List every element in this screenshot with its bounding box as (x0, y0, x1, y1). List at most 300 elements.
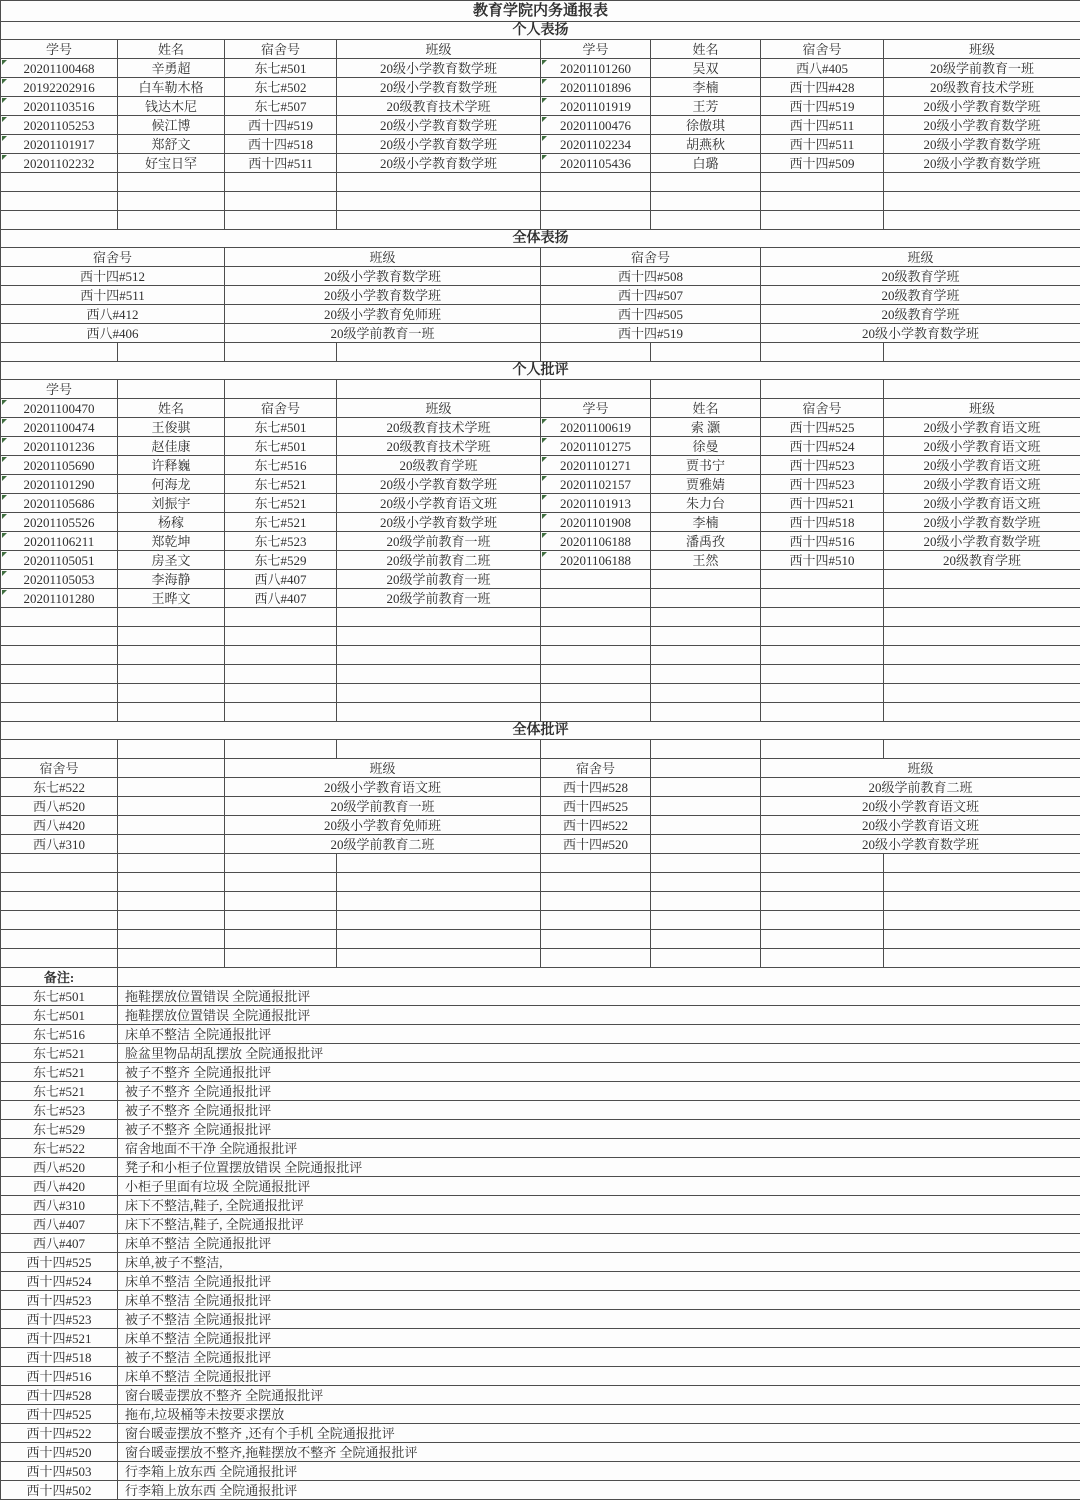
dorm-cell: 东七#522 (1, 1139, 118, 1158)
dorm-cell: 西十四#523 (761, 475, 884, 494)
dorm-cell: 西十四#523 (1, 1291, 118, 1310)
empty-cell (541, 173, 651, 192)
column-header: 宿舍号 (1, 248, 225, 267)
dorm-cell: 西十四#428 (761, 78, 884, 97)
column-header: 班级 (337, 40, 541, 59)
name-cell: 白璐 (651, 154, 761, 173)
empty-cell (541, 892, 651, 911)
student-id-cell: 20201101919 (541, 97, 651, 116)
empty-cell (337, 892, 541, 911)
table-row (1, 778, 1080, 797)
name-cell: 钱达木尼 (118, 97, 225, 116)
empty-cell (337, 740, 541, 759)
empty-cell (651, 778, 761, 797)
empty-cell (1, 854, 118, 873)
remark-cell: 被子不整齐 全院通报批评 (118, 1101, 1080, 1120)
empty-row (1, 608, 1080, 627)
name-cell: 王俊骐 (118, 418, 225, 437)
empty-cell (651, 646, 761, 665)
table-row (1, 816, 1080, 835)
table-row (1, 551, 1080, 570)
name-cell: 许释巍 (118, 456, 225, 475)
remark-cell: 行李箱上放东西 全院通报批评 (118, 1462, 1080, 1481)
empty-cell (761, 949, 884, 968)
empty-cell (651, 911, 761, 930)
name-cell (651, 570, 761, 589)
column-header: 姓名 (651, 40, 761, 59)
empty-cell (761, 703, 884, 722)
dorm-cell: 西十四#520 (1, 1443, 118, 1462)
class-cell: 20级学前教育一班 (225, 324, 541, 343)
class-cell: 20级教育学班 (761, 305, 1080, 324)
empty-cell (884, 873, 1080, 892)
empty-cell (118, 911, 225, 930)
dorm-cell: 西十四#528 (1, 1386, 118, 1405)
section-row-personal-criticism (1, 362, 1080, 380)
empty-cell (225, 911, 337, 930)
empty-cell (651, 665, 761, 684)
name-cell: 房圣文 (118, 551, 225, 570)
empty-cell (884, 192, 1080, 211)
empty-cell (884, 343, 1080, 362)
empty-cell (541, 703, 651, 722)
student-id-cell: 20201100476 (541, 116, 651, 135)
empty-cell (651, 892, 761, 911)
empty-cell (651, 192, 761, 211)
empty-cell (118, 778, 225, 797)
dorm-cell: 西八#520 (1, 797, 118, 816)
empty-cell (541, 380, 651, 399)
title-row (1, 1, 1080, 22)
remark-cell: 被子不整齐 全院通报批评 (118, 1120, 1080, 1139)
empty-cell (225, 192, 337, 211)
dorm-cell: 西十四#511 (225, 154, 337, 173)
dorm-cell: 西十四#516 (761, 532, 884, 551)
student-id-cell: 20201102232 (1, 154, 118, 173)
table-row (1, 324, 1080, 343)
empty-cell (761, 740, 884, 759)
empty-cell (118, 173, 225, 192)
empty-cell (118, 949, 225, 968)
empty-row (1, 192, 1080, 211)
remark-cell: 宿舍地面不干净 全院通报批评 (118, 1139, 1080, 1158)
table-row (1, 456, 1080, 475)
empty-cell (225, 173, 337, 192)
table-row (1, 59, 1080, 78)
empty-cell (541, 911, 651, 930)
name-cell: 朱力台 (651, 494, 761, 513)
student-id-cell: 20201100619 (541, 418, 651, 437)
class-cell: 20级小学教育语文班 (884, 456, 1080, 475)
empty-row (1, 703, 1080, 722)
student-id-cell: 20201106188 (541, 551, 651, 570)
remark-cell: 床单不整洁 全院通报批评 (118, 1272, 1080, 1291)
student-id-cell: 20201101275 (541, 437, 651, 456)
class-cell: 20级学前教育一班 (337, 570, 541, 589)
empty-cell (225, 684, 337, 703)
empty-cell (761, 627, 884, 646)
class-cell: 20级学前教育一班 (884, 59, 1080, 78)
remark-row (1, 1215, 1080, 1234)
empty-cell (761, 608, 884, 627)
empty-cell (337, 380, 541, 399)
empty-cell (118, 892, 225, 911)
empty-cell (337, 684, 541, 703)
empty-cell (225, 343, 337, 362)
remark-row (1, 1139, 1080, 1158)
empty-row (1, 627, 1080, 646)
dorm-cell: 西八#310 (1, 835, 118, 854)
empty-cell (118, 665, 225, 684)
dorm-cell: 东七#516 (1, 1025, 118, 1044)
dorm-cell: 东七#521 (1, 1063, 118, 1082)
student-id-cell: 20201102157 (541, 475, 651, 494)
column-header: 学号 (541, 40, 651, 59)
empty-cell (884, 854, 1080, 873)
empty-cell (225, 854, 337, 873)
dorm-cell: 西十四#502 (1, 1481, 118, 1500)
empty-cell (651, 740, 761, 759)
personal-criticism-offset-header-row (1, 380, 1080, 399)
class-cell: 20级学前教育一班 (337, 589, 541, 608)
empty-cell (1, 192, 118, 211)
empty-cell (651, 684, 761, 703)
empty-cell (884, 949, 1080, 968)
class-cell: 20级小学教育免师班 (225, 816, 541, 835)
remark-row (1, 1082, 1080, 1101)
page-title: 教育学院内务通报表 (1, 1, 1080, 22)
column-header: 班级 (761, 759, 1080, 778)
empty-cell (118, 211, 225, 230)
class-cell: 20级小学教育语文班 (337, 494, 541, 513)
empty-cell (225, 627, 337, 646)
empty-cell (651, 703, 761, 722)
empty-cell (1, 173, 118, 192)
empty-cell (118, 816, 225, 835)
student-id-cell: 20201105436 (541, 154, 651, 173)
empty-row (1, 930, 1080, 949)
empty-cell (541, 608, 651, 627)
student-id-cell: 20201101236 (1, 437, 118, 456)
class-cell: 20级小学教育数学班 (337, 513, 541, 532)
empty-row (1, 343, 1080, 362)
remark-row (1, 1196, 1080, 1215)
class-cell (884, 570, 1080, 589)
dorm-cell: 西十四#508 (541, 267, 761, 286)
class-cell: 20级小学教育语文班 (761, 797, 1080, 816)
empty-cell (884, 930, 1080, 949)
dorm-cell: 东七#501 (1, 1006, 118, 1025)
class-cell: 20级小学教育语文班 (884, 418, 1080, 437)
empty-cell (651, 608, 761, 627)
student-id-cell: 20201106211 (1, 532, 118, 551)
empty-cell (1, 892, 118, 911)
empty-cell (541, 930, 651, 949)
empty-cell (1, 684, 118, 703)
student-id-cell: 20201101260 (541, 59, 651, 78)
empty-cell (884, 608, 1080, 627)
empty-cell (337, 173, 541, 192)
empty-cell (651, 380, 761, 399)
class-cell (884, 589, 1080, 608)
empty-cell (337, 930, 541, 949)
group-criticism-header-row (1, 759, 1080, 778)
empty-row (1, 211, 1080, 230)
dorm-cell: 西十四#519 (541, 324, 761, 343)
personal-praise-header-row (1, 40, 1080, 59)
empty-row (1, 646, 1080, 665)
remark-row (1, 1310, 1080, 1329)
dorm-cell: 西八#407 (225, 589, 337, 608)
empty-cell (1, 703, 118, 722)
empty-cell (651, 930, 761, 949)
dorm-cell: 东七#521 (225, 475, 337, 494)
empty-cell (337, 949, 541, 968)
class-cell: 20级小学教育数学班 (884, 154, 1080, 173)
remark-cell: 窗台暖壶摆放不整齐 ,还有个手机 全院通报批评 (118, 1424, 1080, 1443)
name-cell: 徐傲琪 (651, 116, 761, 135)
personal-criticism-body (1, 418, 1080, 722)
student-id-cell: 20201101271 (541, 456, 651, 475)
name-cell: 贾书宁 (651, 456, 761, 475)
name-cell: 李海静 (118, 570, 225, 589)
empty-cell (761, 646, 884, 665)
empty-cell (337, 911, 541, 930)
remark-row (1, 1158, 1080, 1177)
empty-cell (884, 380, 1080, 399)
class-cell: 20级小学教育数学班 (337, 78, 541, 97)
dorm-cell: 东七#521 (1, 1044, 118, 1063)
empty-cell (225, 380, 337, 399)
name-cell: 索 灏 (651, 418, 761, 437)
dorm-cell: 西十四#511 (761, 116, 884, 135)
empty-cell (651, 759, 761, 778)
student-id-cell: 20201101280 (1, 589, 118, 608)
empty-cell (118, 703, 225, 722)
section-row-personal-praise (1, 22, 1080, 40)
empty-cell (337, 343, 541, 362)
name-cell: 王晔文 (118, 589, 225, 608)
dorm-cell: 西十四#521 (1, 1329, 118, 1348)
student-id-cell: 20201101896 (541, 78, 651, 97)
empty-cell (118, 627, 225, 646)
remark-row (1, 1424, 1080, 1443)
class-cell: 20级小学教育数学班 (884, 97, 1080, 116)
dorm-cell: 东七#501 (225, 59, 337, 78)
remark-row (1, 1101, 1080, 1120)
remark-cell: 床单不整洁 全院通报批评 (118, 1291, 1080, 1310)
dorm-cell: 东七#516 (225, 456, 337, 475)
empty-cell (884, 173, 1080, 192)
empty-row (1, 740, 1080, 759)
name-cell: 贾雅婧 (651, 475, 761, 494)
name-cell: 李楠 (651, 513, 761, 532)
remark-cell: 拖布,垃圾桶等未按要求摆放 (118, 1405, 1080, 1424)
column-header: 班级 (225, 248, 541, 267)
remark-cell: 床单,被子不整洁, (118, 1253, 1080, 1272)
dorm-cell: 西十四#525 (1, 1253, 118, 1272)
empty-cell (651, 173, 761, 192)
class-cell: 20级教育技术学班 (884, 78, 1080, 97)
empty-cell (761, 684, 884, 703)
empty-cell (1, 211, 118, 230)
table-row (1, 570, 1080, 589)
empty-cell (118, 343, 225, 362)
empty-cell (761, 854, 884, 873)
empty-cell (118, 380, 225, 399)
name-cell: 李楠 (651, 78, 761, 97)
class-cell: 20级小学教育数学班 (225, 286, 541, 305)
class-cell: 20级教育技术学班 (337, 97, 541, 116)
empty-cell (541, 627, 651, 646)
empty-cell (225, 930, 337, 949)
remark-row (1, 1006, 1080, 1025)
dorm-cell: 西八#310 (1, 1196, 118, 1215)
table-row (1, 97, 1080, 116)
table-row (1, 513, 1080, 532)
class-cell: 20级小学教育语文班 (884, 437, 1080, 456)
empty-cell (337, 192, 541, 211)
name-cell: 王然 (651, 551, 761, 570)
class-cell: 20级小学教育数学班 (337, 59, 541, 78)
name-cell: 潘禹孜 (651, 532, 761, 551)
student-id-cell: 20201101913 (541, 494, 651, 513)
empty-cell (884, 665, 1080, 684)
dorm-cell: 东七#507 (225, 97, 337, 116)
remark-row (1, 1291, 1080, 1310)
empty-cell (761, 930, 884, 949)
empty-cell (1, 873, 118, 892)
empty-row (1, 911, 1080, 930)
dorm-cell: 西八#407 (225, 570, 337, 589)
empty-cell (651, 854, 761, 873)
class-cell: 20级小学教育数学班 (337, 116, 541, 135)
remark-cell: 脸盆里物品胡乱摆放 全院通报批评 (118, 1044, 1080, 1063)
student-id-cell: 20201100470 (1, 399, 118, 418)
dorm-cell: 西八#407 (1, 1215, 118, 1234)
dorm-cell: 西十四#503 (1, 1462, 118, 1481)
column-header: 学号 (541, 399, 651, 418)
empty-cell (118, 608, 225, 627)
column-header: 宿舍号 (225, 40, 337, 59)
class-cell: 20级小学教育语文班 (225, 778, 541, 797)
class-cell: 20级小学教育语文班 (884, 494, 1080, 513)
student-id-cell: 20201105526 (1, 513, 118, 532)
column-header: 宿舍号 (541, 248, 761, 267)
section-heading-personal-praise: 个人表扬 (1, 22, 1080, 40)
remark-cell: 小柜子里面有垃圾 全院通报批评 (118, 1177, 1080, 1196)
remark-row (1, 1063, 1080, 1082)
dorm-cell: 东七#501 (225, 437, 337, 456)
empty-cell (541, 949, 651, 968)
dorm-cell: 西十四#523 (1, 1310, 118, 1329)
empty-cell (761, 380, 884, 399)
student-id-cell: 20192202916 (1, 78, 118, 97)
dorm-cell: 西十四#521 (761, 494, 884, 513)
class-cell: 20级教育技术学班 (337, 418, 541, 437)
table-row (1, 797, 1080, 816)
empty-cell (651, 949, 761, 968)
dorm-cell: 西十四#507 (541, 286, 761, 305)
dorm-cell: 东七#523 (1, 1101, 118, 1120)
dorm-cell: 东七#521 (1, 1082, 118, 1101)
class-cell: 20级教育学班 (761, 286, 1080, 305)
dorm-cell: 西十四#522 (1, 1424, 118, 1443)
section-heading-personal-criticism: 个人批评 (1, 362, 1080, 380)
name-cell: 好宝日罕 (118, 154, 225, 173)
column-header: 班级 (225, 759, 541, 778)
personal-criticism-mixed-header-row (1, 399, 1080, 418)
empty-cell (225, 608, 337, 627)
name-cell: 杨稼 (118, 513, 225, 532)
dorm-cell: 东七#523 (225, 532, 337, 551)
dorm-cell: 西十四#519 (761, 97, 884, 116)
class-cell: 20级教育学班 (337, 456, 541, 475)
empty-cell (225, 703, 337, 722)
table-row (1, 135, 1080, 154)
student-id-cell (541, 570, 651, 589)
dorm-cell: 西八#406 (1, 324, 225, 343)
column-header: 姓名 (118, 399, 225, 418)
remarks-body (1, 987, 1080, 1500)
remark-cell: 床单不整洁 全院通报批评 (118, 1025, 1080, 1044)
name-cell: 辛勇超 (118, 59, 225, 78)
empty-cell (761, 211, 884, 230)
class-cell: 20级小学教育数学班 (337, 135, 541, 154)
student-id-cell: 20201101917 (1, 135, 118, 154)
empty-row (1, 173, 1080, 192)
column-header: 姓名 (651, 399, 761, 418)
class-cell: 20级小学教育数学班 (337, 475, 541, 494)
dorm-cell: 西八#412 (1, 305, 225, 324)
table-row (1, 267, 1080, 286)
remark-cell: 凳子和小柜子位置摆放错误 全院通报批评 (118, 1158, 1080, 1177)
empty-cell (761, 192, 884, 211)
class-cell: 20级学前教育一班 (337, 532, 541, 551)
empty-cell (118, 968, 1080, 987)
class-cell: 20级小学教育语文班 (884, 475, 1080, 494)
column-header: 宿舍号 (1, 759, 118, 778)
remark-cell: 被子不整洁 全院通报批评 (118, 1348, 1080, 1367)
remark-row (1, 1367, 1080, 1386)
class-cell: 20级教育技术学班 (337, 437, 541, 456)
table-row (1, 835, 1080, 854)
name-cell: 王芳 (651, 97, 761, 116)
dorm-cell: 西八#405 (761, 59, 884, 78)
class-cell: 20级小学教育数学班 (884, 532, 1080, 551)
empty-cell (884, 627, 1080, 646)
empty-cell (118, 873, 225, 892)
remark-cell: 床单不整洁 全院通报批评 (118, 1367, 1080, 1386)
empty-cell (761, 873, 884, 892)
group-praise-body (1, 267, 1080, 362)
remark-row (1, 1025, 1080, 1044)
class-cell: 20级小学教育免师班 (225, 305, 541, 324)
column-header: 宿舍号 (761, 40, 884, 59)
empty-row (1, 892, 1080, 911)
empty-cell (337, 854, 541, 873)
student-id-cell: 20201105053 (1, 570, 118, 589)
class-cell: 20级小学教育数学班 (884, 116, 1080, 135)
column-header: 学号 (1, 40, 118, 59)
table-row (1, 305, 1080, 324)
dorm-cell: 西十四#511 (761, 135, 884, 154)
dorm-cell: 西十四#520 (541, 835, 651, 854)
table-row (1, 286, 1080, 305)
section-heading-group-criticism: 全体批评 (1, 722, 1080, 740)
table-row (1, 494, 1080, 513)
column-header: 班级 (884, 399, 1080, 418)
